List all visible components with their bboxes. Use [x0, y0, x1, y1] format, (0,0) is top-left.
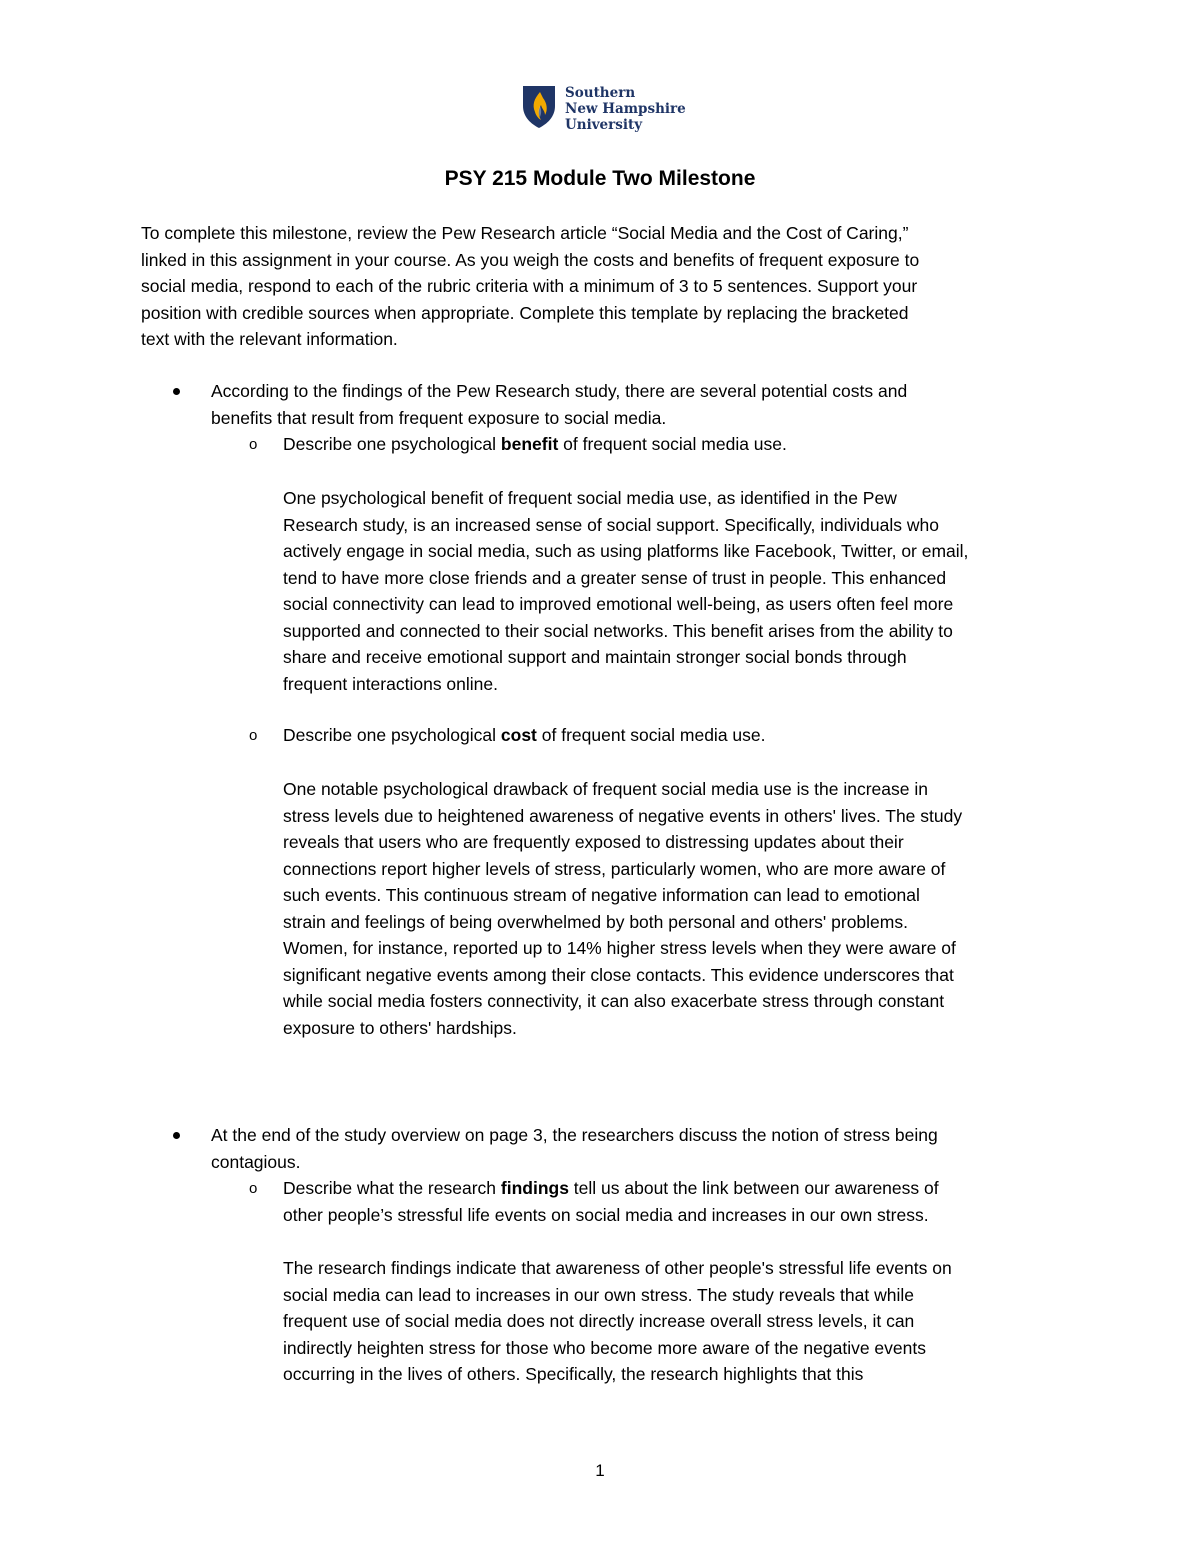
- logo-line-1: Southern: [565, 85, 636, 101]
- intro-paragraph: [141, 220, 919, 353]
- bullet-1-line: According to the findings of the Pew Research study, there are several potential costs and: [211, 381, 908, 401]
- answer-line: share and receive emotional support and maintain stronger social bonds through: [283, 647, 907, 667]
- answer-line: frequent use of social media does not directly increase overall stress levels, it can: [283, 1311, 915, 1331]
- answer-line: reveals that users who are frequently exposed to distressing updates about their: [283, 832, 904, 852]
- answer-line: while social media fosters connectivity, it can also exacerbate stress through constant: [283, 991, 945, 1011]
- logo-line-3: University: [565, 117, 643, 133]
- findings-answer: [283, 1255, 952, 1388]
- prompt-post: of frequent social media use.: [558, 434, 787, 454]
- intro-line: text with the relevant information.: [141, 329, 398, 349]
- answer-line: exposure to others' hardships.: [283, 1017, 517, 1038]
- prompt-post: tell us about the link between our awareness of: [568, 1178, 939, 1198]
- prompt-pre: Describe one psychological: [283, 434, 501, 454]
- answer-line: One psychological benefit of frequent social media use, as identified in the Pew: [283, 488, 897, 508]
- bullet-2-line: At the end of the study overview on page 3, the researchers discuss the notion of stress being: [211, 1125, 938, 1145]
- answer-line: actively engage in social media, such as using platforms like Facebook, Twitter, or email,: [283, 541, 969, 561]
- cost-prompt: [283, 722, 766, 749]
- bullet-dot: [173, 388, 180, 395]
- logo-line-2: New Hampshire: [565, 101, 686, 117]
- answer-line: social connectivity can lead to improved emotional well-being, as users often feel more: [283, 594, 954, 614]
- intro-line: position with credible sources when appropriate. Complete this template by replacing the bracketed: [141, 302, 909, 323]
- answer-line: social media can lead to increases in our own stress. The study reveals that while: [283, 1284, 914, 1305]
- bullet-1-text: [211, 378, 907, 431]
- answer-line: tend to have more close friends and a greater sense of trust in people. This enhanced: [283, 567, 947, 588]
- bullet-dot: [173, 1132, 180, 1139]
- answer-line: occurring in the lives of others. Specifically, the research highlights that this: [283, 1364, 864, 1384]
- benefit-prompt: [283, 431, 787, 458]
- answer-line: indirectly heighten stress for those who become more aware of the negative events: [283, 1337, 926, 1358]
- university-logo: [521, 84, 686, 133]
- cost-prompt-line: [283, 722, 766, 749]
- findings-prompt-line: [283, 1175, 939, 1202]
- answer-line: supported and connected to their social networks. This benefit arises from the ability to: [283, 620, 953, 641]
- answer-line: One notable psychological drawback of frequent social media use is the increase in: [283, 779, 928, 799]
- logo-wordmark: [565, 85, 686, 133]
- prompt-pre: Describe one psychological: [283, 725, 501, 745]
- answer-line: such events. This continuous stream of negative information can lead to emotional: [283, 885, 920, 905]
- benefit-prompt-line: [283, 431, 787, 458]
- document-title: PSY 215 Module Two Milestone: [444, 167, 756, 190]
- findings-prompt-line-2: other people’s stressful life events on social media and increases in our own stress.: [283, 1204, 929, 1225]
- answer-line: The research findings indicate that awareness of other people's stressful life events on: [283, 1258, 952, 1278]
- intro-line: To complete this milestone, review the Pew Research article “Social Media and the Cost of Caring,”: [141, 223, 909, 243]
- answer-line: strain and feelings of being overwhelmed by both personal and others' problems.: [283, 911, 908, 932]
- sub-bullet-marker: o: [249, 727, 258, 744]
- answer-line: stress levels due to heightened awareness of negative events in others' lives. The study: [283, 805, 963, 826]
- findings-prompt: [283, 1175, 939, 1228]
- bullet-2-text: [211, 1122, 938, 1175]
- answer-line: frequent interactions online.: [283, 673, 498, 694]
- intro-line: linked in this assignment in your course. As you weigh the costs and benefits of frequent exposure to: [141, 249, 920, 270]
- prompt-keyword: findings: [500, 1178, 569, 1198]
- bullet-2-line: contagious.: [211, 1151, 301, 1172]
- prompt-pre: Describe what the research: [283, 1178, 501, 1198]
- prompt-keyword: cost: [500, 725, 537, 745]
- answer-line: significant negative events among their close contacts. This evidence underscores that: [283, 964, 954, 985]
- intro-line: social media, respond to each of the rubric criteria with a minimum of 3 to 5 sentences. Support your: [141, 276, 918, 296]
- sub-bullet-marker: o: [249, 1180, 258, 1197]
- prompt-post: of frequent social media use.: [536, 725, 766, 745]
- prompt-keyword: benefit: [500, 434, 559, 454]
- sub-bullet-marker: o: [249, 436, 258, 453]
- shield-flame-icon: [521, 84, 557, 130]
- answer-line: Research study, is an increased sense of social support. Specifically, individuals who: [283, 514, 939, 535]
- answer-line: Women, for instance, reported up to 14% higher stress levels when they were aware of: [283, 938, 956, 958]
- answer-line: connections report higher levels of stress, particularly women, who are more aware of: [283, 858, 946, 879]
- cost-answer: [283, 776, 962, 1041]
- page-number: 1: [595, 1461, 605, 1480]
- bullet-1-line: benefits that result from frequent exposure to social media.: [211, 407, 667, 428]
- benefit-answer: [283, 485, 968, 697]
